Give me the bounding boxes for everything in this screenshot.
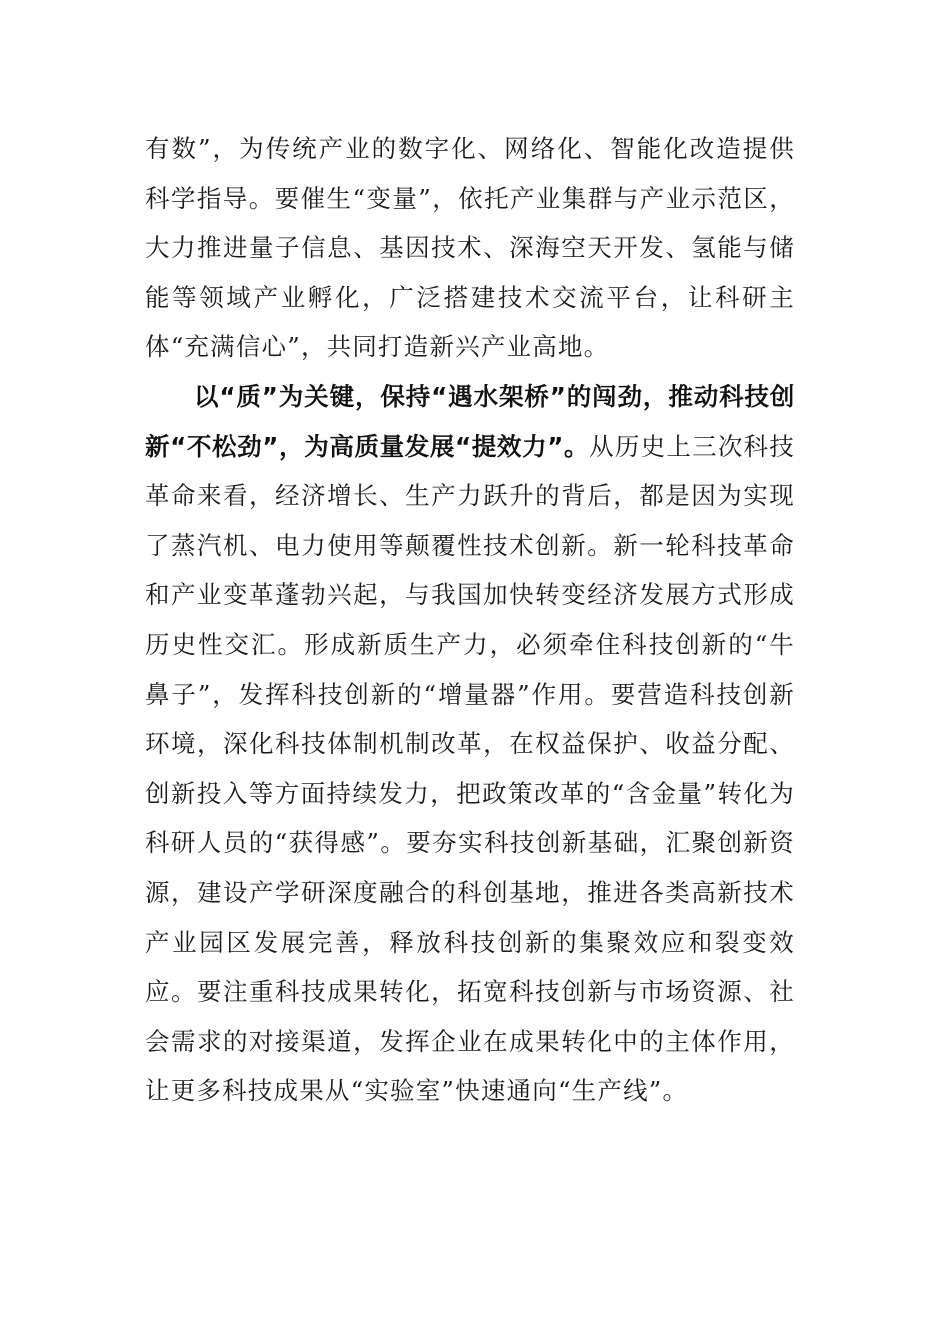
paragraph-quality (145, 372, 795, 1116)
document-body (145, 124, 795, 1116)
paragraph-body-text: 从历史上三次科技革命来看，经济增长、生产力跃升的背后，都是因为实现了蒸汽机、电力使用等颠覆性技术创新。新一轮科技革命和产业变革蓬勃兴起，与我国加快转变经济发展方式形成历史性交汇。形成新质生产力，必须牵住科技创新的“牛鼻子”，发挥科技创新的“增量器”作用。要营造科技创新环境，深化科技体制机制改革，在权益保护、收益分配、创新投入等方面持续发力，把政策改革的“含金量”转化为科研人员的“获得感”。要夯实科技创新基础，汇聚创新资源，建设产学研深度融合的科创基地，推进各类高新技术产业园区发展完善，释放科技创新的集聚效应和裂变效应。要注重科技成果转化，拓宽科技创新与市场资源、社会需求的对接渠道，发挥企业在成果转化中的主体作用，让更多科技成果从“实验室”快速通向“生产线”。 (145, 431, 795, 1106)
paragraph-lead-sentence: 以“质”为关键，保持“遇水架桥”的闯劲，推动科技创新“不松劲”，为高质量发展“提效力”。 (145, 381, 795, 461)
paragraph-continued: 有数”，为传统产业的数字化、网络化、智能化改造提供科学指导。要催生“变量”，依托产业集群与产业示范区，大力推进量子信息、基因技术、深海空天开发、氢能与储能等领域产业孵化，广泛搭建技术交流平台，让科研主体“充满信心”，共同打造新兴产业高地。 (145, 134, 795, 362)
